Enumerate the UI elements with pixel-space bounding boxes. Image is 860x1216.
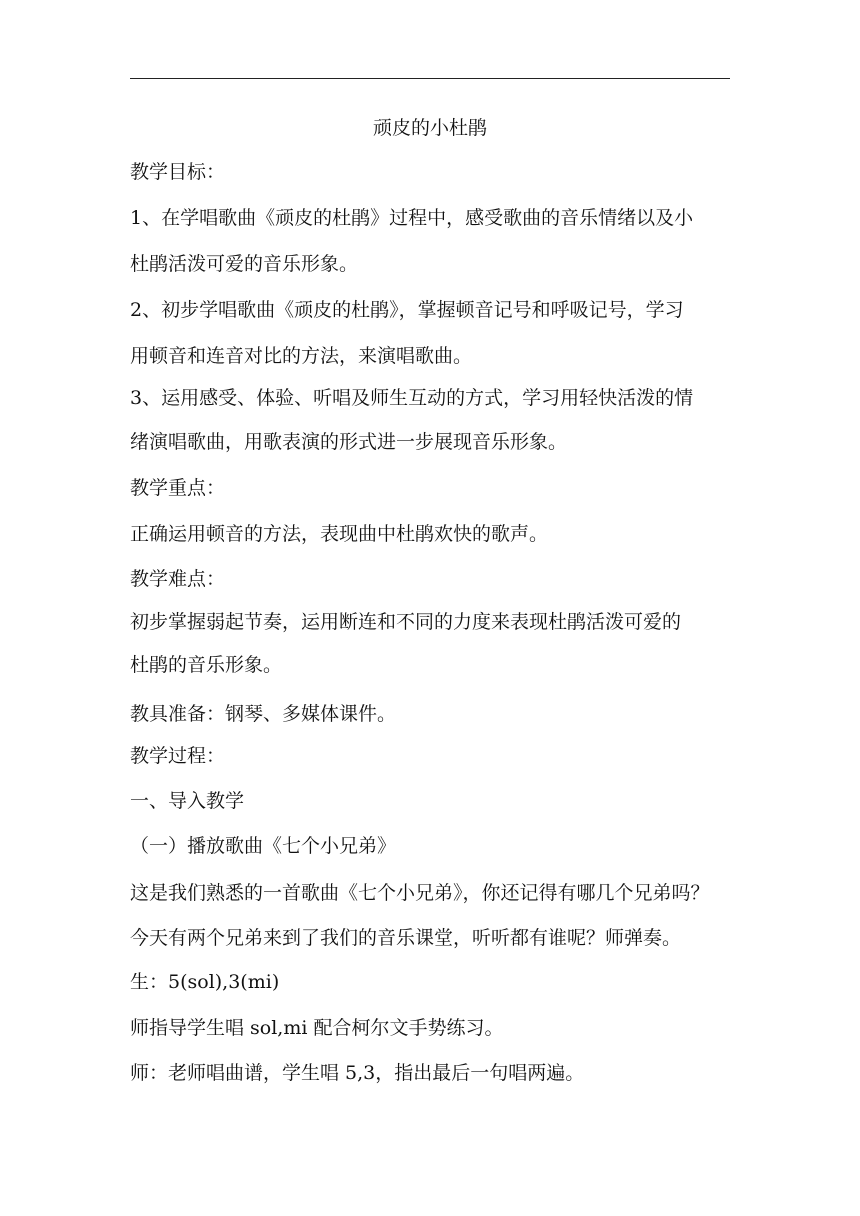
paragraph-line: 今天有两个兄弟来到了我们的音乐课堂，听听都有谁呢？师弹奏。 <box>130 927 682 949</box>
section-heading-process: 教学过程： <box>130 745 226 767</box>
paragraph-line: 生：5(sol),3(mi) <box>130 971 280 993</box>
paragraph-line: 用顿音和连音对比的方法，来演唱歌曲。 <box>130 345 473 367</box>
paragraph-line: 杜鹃活泼可爱的音乐形象。 <box>130 253 359 275</box>
paragraph-line: 这是我们熟悉的一首歌曲《七个小兄弟》，你还记得有哪几个兄弟吗？ <box>130 882 710 904</box>
paragraph-line: 正确运用顿音的方法，表现曲中杜鹃欢快的歌声。 <box>130 523 549 545</box>
paragraph-line: 2、初步学唱歌曲《顽皮的杜鹃》，掌握顿音记号和呼吸记号，学习 <box>130 299 684 321</box>
paragraph-line: 3、运用感受、体验、听唱及师生互动的方式，学习用轻快活泼的情 <box>130 387 694 409</box>
paragraph-line: 师：老师唱曲谱，学生唱 5,3，指出最后一句唱两遍。 <box>130 1062 585 1084</box>
section-heading-objectives: 教学目标： <box>130 161 226 183</box>
paragraph-line: 教具准备：钢琴、多媒体课件。 <box>130 703 397 725</box>
section-heading-key-points: 教学重点： <box>130 477 226 499</box>
paragraph-line: 杜鹃的音乐形象。 <box>130 654 283 676</box>
subsection-heading: （一）播放歌曲《七个小兄弟》 <box>130 835 397 857</box>
paragraph-line: 师指导学生唱 sol,mi 配合柯尔文手势练习。 <box>130 1017 504 1039</box>
paragraph-line: 1、在学唱歌曲《顽皮的杜鹃》过程中，感受歌曲的音乐情绪以及小 <box>130 207 694 229</box>
section-heading-intro: 一、导入教学 <box>130 790 245 812</box>
section-heading-difficulties: 教学难点： <box>130 568 226 590</box>
document-title: 顽皮的小杜鹃 <box>372 117 487 139</box>
paragraph-line: 绪演唱歌曲，用歌表演的形式进一步展现音乐形象。 <box>130 431 568 453</box>
paragraph-line: 初步掌握弱起节奏，运用断连和不同的力度来表现杜鹃活泼可爱的 <box>130 611 682 633</box>
header-rule <box>130 78 730 79</box>
